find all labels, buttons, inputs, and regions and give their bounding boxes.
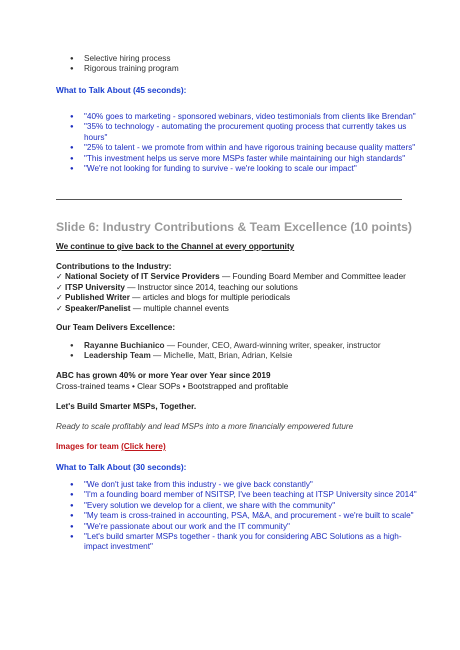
- list-item: ● "35% to technology - automating the procurement quoting process that currently takes us hours": [0, 122, 460, 143]
- contribution-item: [0, 272, 460, 283]
- list-item: ● "This investment helps us serve more MSPs faster while maintaining our high standards": [0, 154, 460, 164]
- list-item: [0, 351, 460, 361]
- images-label: Images for team: [56, 442, 119, 451]
- list-item: ● "25% to talent - we promote from within and have rigorous training because quality matters": [0, 143, 460, 153]
- contribution-item: [0, 304, 460, 315]
- cta-italic: Ready to scale profitably and lead MSPs into a more financially empowered future: [56, 422, 354, 431]
- list-item: ● "We're not looking for funding to survive - we're looking to scale our impact": [0, 164, 460, 174]
- list-item: ● "We're passionate about our work and the IT community": [0, 522, 460, 532]
- list-item: ● "I'm a founding board member of NSITSP, I've been teaching at ITSP University since 2014": [0, 490, 460, 500]
- growth-heading: ABC has grown 40% or more Year over Year since 2019: [56, 371, 271, 380]
- contribution-name: Published Writer: [65, 293, 130, 303]
- list-item: ● "40% goes to marketing - sponsored webinars, video testimonials from clients like Brendan": [0, 112, 460, 122]
- check-icon: ✓: [56, 282, 63, 292]
- top-bullet-list: [0, 54, 460, 75]
- talk30-heading: What to Talk About (30 seconds):: [56, 462, 187, 472]
- contribution-item: [0, 293, 460, 304]
- list-item: ● "Let's build smarter MSPs together - thank you for considering ABC Solutions as a high-impact investment": [0, 532, 460, 553]
- team-heading: Our Team Delivers Excellence:: [56, 323, 176, 332]
- click-here-link[interactable]: (Click here): [121, 442, 166, 451]
- check-icon: ✓: [56, 272, 63, 281]
- contribution-detail: — Founding Board Member and Committee leader: [219, 272, 406, 281]
- list-item: ● Selective hiring process: [0, 54, 460, 64]
- talk45-heading: What to Talk About (45 seconds):: [56, 85, 187, 95]
- contribution-detail: — multiple channel events: [130, 303, 229, 313]
- contribution-name: National Society of IT Service Providers: [65, 272, 220, 281]
- list-item: ● "We don't just take from this industry - we give back constantly": [0, 480, 460, 490]
- growth-line: Cross-trained teams • Clear SOPs • Bootstrapped and profitable: [56, 382, 289, 391]
- list-item: ● Rigorous training program: [0, 64, 460, 74]
- contributions-list: [0, 272, 460, 314]
- talk30-list: [0, 480, 460, 553]
- contribution-detail: — Instructor since 2014, teaching our solutions: [124, 282, 298, 292]
- team-member-detail: — Michelle, Matt, Brian, Adrian, Kelsie: [150, 351, 293, 361]
- contributions-heading: Contributions to the Industry:: [56, 262, 172, 271]
- list-item: [0, 341, 460, 351]
- contribution-name: ITSP University: [65, 282, 125, 292]
- check-icon: ✓: [56, 293, 63, 303]
- team-list: [0, 341, 460, 362]
- slide-subtitle: We continue to give back to the Channel at every opportunity: [56, 242, 295, 251]
- team-member-name: Leadership Team: [84, 351, 151, 361]
- horizontal-rule: [56, 199, 402, 200]
- check-icon: ✓: [56, 303, 63, 313]
- slide-title: Slide 6: Industry Contributions & Team Excellence (10 points): [56, 220, 412, 234]
- talk45-list: [0, 112, 460, 174]
- team-member-detail: — Founder, CEO, Award-winning writer, speaker, instructor: [164, 341, 381, 350]
- images-line: [0, 442, 460, 453]
- cta-heading: Let's Build Smarter MSPs, Together.: [56, 402, 197, 411]
- team-member-name: Rayanne Buchianico: [84, 341, 165, 350]
- contribution-item: [0, 283, 460, 294]
- contribution-name: Speaker/Panelist: [65, 303, 131, 313]
- contribution-detail: — articles and blogs for multiple periodicals: [129, 293, 291, 303]
- list-item: ● "My team is cross-trained in accounting, PSA, M&A, and procurement - we're built to scale": [0, 511, 460, 521]
- list-item: ● "Every solution we develop for a client, we share with the community": [0, 501, 460, 511]
